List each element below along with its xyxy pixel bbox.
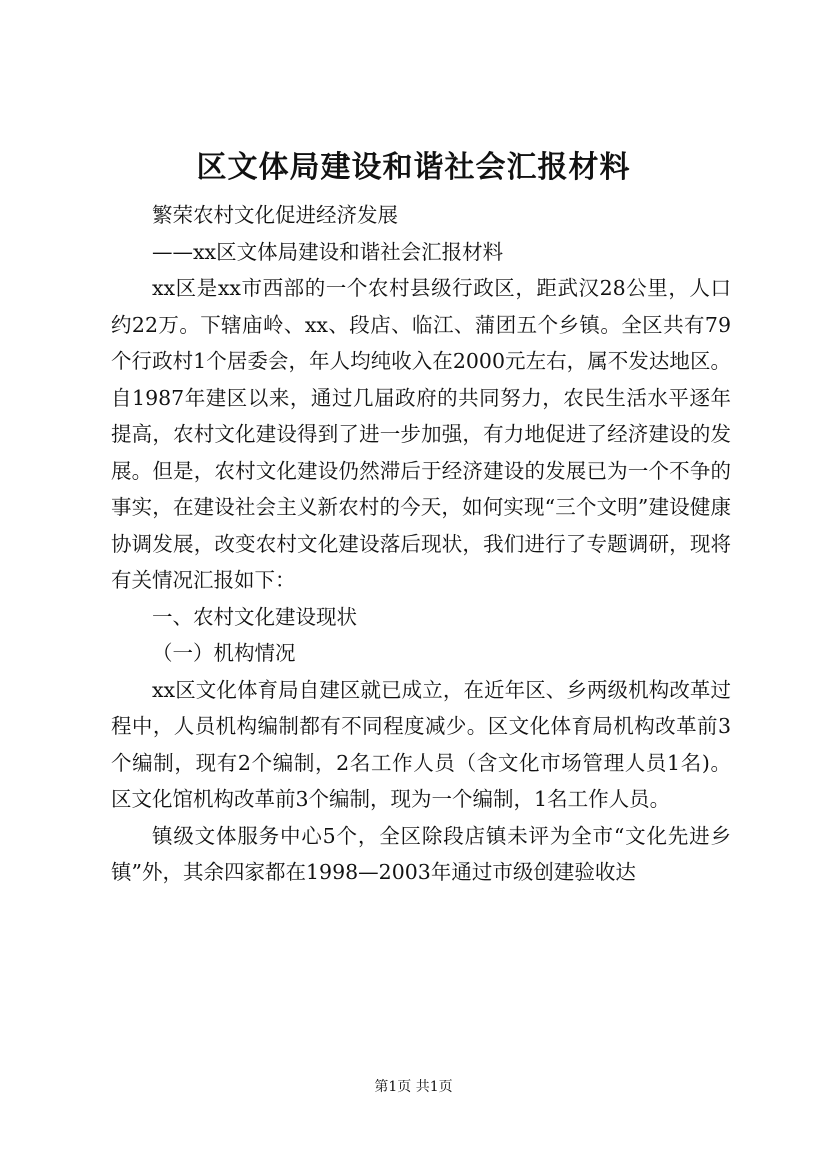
subsection-heading: （一）机构情况 — [152, 641, 296, 665]
page-footer: 第1页 共1页 — [374, 1079, 453, 1095]
subtitle-source-line: ——xx区文体局建设和谐社会汇报材料 — [152, 239, 504, 264]
document-title: 区文体局建设和谐社会汇报材料 — [196, 150, 631, 185]
intro-paragraph: xx区是xx市西部的一个农村县级行政区，距武汉28公里，人口约22万。下辖庙岭、xx、段店、临江、蒲团五个乡镇。全区共有79个行政村1个居委会，年人均纯收入在2000元左右，属不发达地区。自1987年建区以来，通过几届政府的共同努力，农民生活水平逐年提高，农村文化建设得到了进一步加强，有力地促进了经济建设的发展。但是，农村文化建设仍然滞后于经济建设的发展已为一个不争的事实，在建设社会主义新农村的今天，如何实现“三个文明”建设健康协调发展，改变农村文化建设落后现状，我们进行了专题调研，现将有关情况汇报如下： — [111, 276, 731, 592]
document-body — [111, 197, 731, 891]
town-center-paragraph: 镇级文体服务中心5个，全区除段店镇未评为全市“文化先进乡镇”外，其余四家都在1998—2003年通过市级创建验收达 — [111, 823, 731, 884]
institution-paragraph: xx区文化体育局自建区就已成立，在近年区、乡两级机构改革过程中，人员机构编制都有不同程度减少。区文化体育局机构改革前3个编制，现有2个编制，2名工作人员（含文化市场管理人员1名)。区文化馆机构改革前3个编制，现为一个编制，1名工作人员。 — [111, 677, 731, 811]
subtitle-line: 繁荣农村文化促进经济发展 — [152, 203, 398, 227]
section-heading: 一、农村文化建设现状 — [152, 604, 357, 629]
